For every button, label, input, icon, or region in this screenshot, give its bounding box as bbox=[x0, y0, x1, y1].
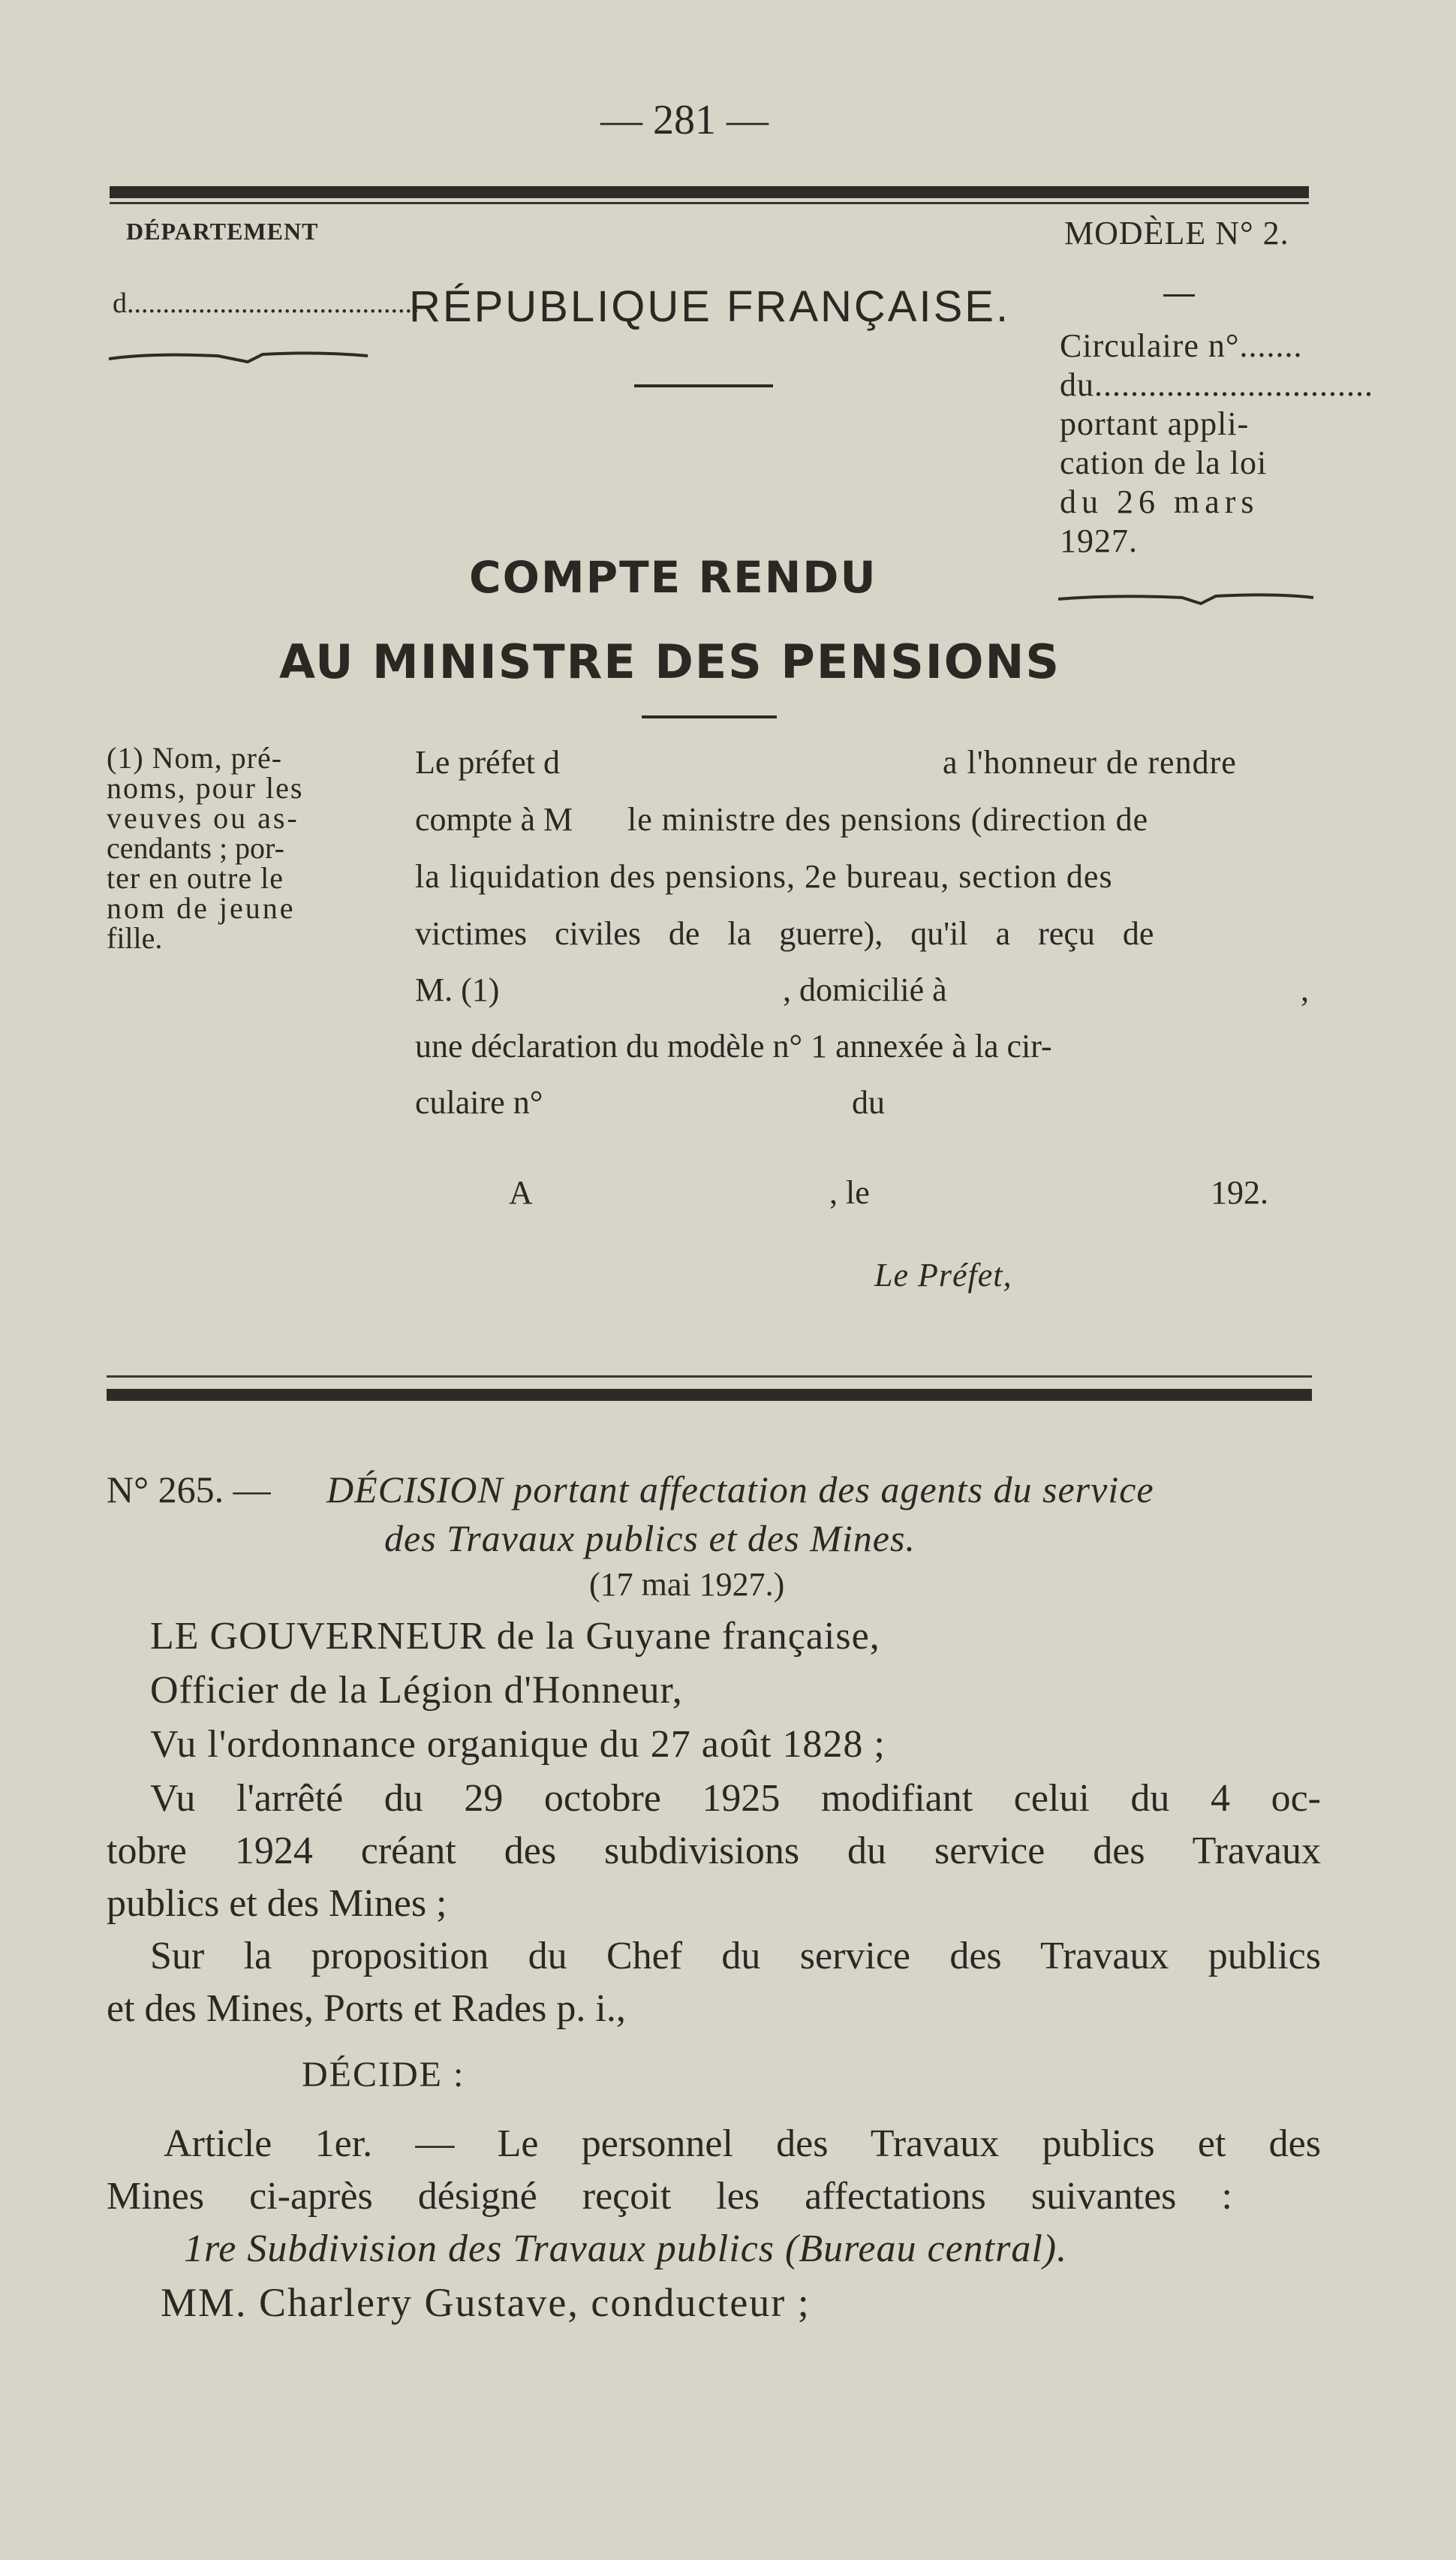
circulaire-line: du............................... bbox=[1060, 366, 1373, 403]
departement-line: d......................................... bbox=[113, 288, 420, 319]
republique-title: RÉPUBLIQUE FRANÇAISE. bbox=[409, 282, 1011, 331]
sur-proposition-line-1: Sur la proposition du Chef du service des Travaux publics bbox=[150, 1935, 1321, 1977]
page-number: — 281 — bbox=[600, 97, 769, 143]
modele-label: MODÈLE N° 2. bbox=[1064, 215, 1289, 251]
republique-underline bbox=[634, 384, 773, 387]
footnote-line: noms, pour les bbox=[107, 771, 304, 805]
footnote-line: ter en outre le bbox=[107, 861, 284, 895]
footnote-line: cendants ; por- bbox=[107, 831, 284, 865]
departement-label: DÉPARTEMENT bbox=[126, 218, 319, 245]
vu-arrete-line-3: publics et des Mines ; bbox=[107, 1882, 447, 1925]
circulaire-line: Circulaire n°....... bbox=[1060, 327, 1303, 364]
footnote-line: veuves ou as- bbox=[107, 801, 299, 835]
decide: DÉCIDE : bbox=[302, 2055, 465, 2095]
circulaire-flourish bbox=[1054, 587, 1317, 610]
body-fragment: a l'honneur de rendre bbox=[943, 744, 1237, 781]
body-fragment: culaire n° bbox=[415, 1084, 543, 1121]
body-fragment: , domicilié à bbox=[783, 971, 947, 1008]
title-underline bbox=[642, 715, 777, 718]
officier: Officier de la Légion d'Honneur, bbox=[150, 1669, 683, 1712]
decision-title-2: des Travaux publics et des Mines. bbox=[384, 1517, 916, 1559]
body-fragment: M. (1) bbox=[415, 971, 500, 1008]
departement-flourish bbox=[105, 345, 375, 368]
title-compte-rendu: COMPTE RENDU bbox=[469, 552, 877, 603]
circulaire-block bbox=[1060, 327, 1373, 561]
vu-arrete-line-1: Vu l'arrêté du 29 octobre 1925 modifiant celui du 4 oc- bbox=[150, 1777, 1321, 1820]
title-ministre: AU MINISTRE DES PENSIONS bbox=[279, 634, 1061, 689]
decision-title: DÉCISION portant affectation des agents du service bbox=[326, 1468, 1154, 1510]
top-rule-thick bbox=[110, 186, 1309, 198]
body-fragment: Le préfet d bbox=[415, 744, 560, 781]
vu-arrete-line-2: tobre 1924 créant des subdivisions du service des Travaux bbox=[107, 1830, 1321, 1872]
circulaire-line: cation de la loi bbox=[1060, 444, 1268, 481]
date-le: , le bbox=[829, 1174, 870, 1211]
subdivision-heading: 1re Subdivision des Travaux publics (Bureau central). bbox=[184, 2227, 1068, 2270]
mid-rule-thin bbox=[107, 1375, 1312, 1378]
circulaire-line: 1927. bbox=[1060, 523, 1138, 559]
gouverneur: LE GOUVERNEUR de la Guyane française, bbox=[150, 1615, 880, 1658]
circulaire-line: du 26 mars bbox=[1060, 483, 1259, 520]
decision-date: (17 mai 1927.) bbox=[589, 1566, 785, 1603]
decision-number: N° 265. — bbox=[107, 1468, 271, 1510]
footnote-line: nom de jeune bbox=[107, 891, 296, 925]
modele-dash bbox=[1163, 294, 1195, 297]
date-a: A bbox=[509, 1174, 533, 1211]
footnote bbox=[107, 743, 303, 953]
date-year: 192. bbox=[1211, 1174, 1268, 1211]
footnote-line: (1) Nom, pré- bbox=[107, 741, 283, 775]
top-rule-thin bbox=[110, 202, 1309, 204]
mid-rule-thick bbox=[107, 1389, 1312, 1401]
circulaire-line: portant appli- bbox=[1060, 405, 1250, 442]
body-fragment: une déclaration du modèle n° 1 annexée à la cir- bbox=[415, 1028, 1052, 1065]
body-fragment: la liquidation des pensions, 2e bureau, section des bbox=[415, 858, 1113, 895]
body-fragment: du bbox=[852, 1084, 885, 1121]
article-line-2: Mines ci-après désigné reçoit les affectations suivantes : bbox=[107, 2175, 1232, 2218]
sur-proposition-line-2: et des Mines, Ports et Rades p. i., bbox=[107, 1987, 626, 2030]
personnel-line: MM. Charlery Gustave, conducteur ; bbox=[161, 2280, 811, 2325]
vu-ordonnance: Vu l'ordonnance organique du 27 août 1828 ; bbox=[150, 1723, 886, 1766]
body-fragment: le ministre des pensions (direction de bbox=[627, 801, 1149, 838]
article-line-1: Article 1er. — Le personnel des Travaux publics et des bbox=[164, 2122, 1321, 2165]
footnote-line: fille. bbox=[107, 921, 163, 955]
body-fragment: compte à M bbox=[415, 801, 573, 838]
body-fragment: , bbox=[1301, 971, 1309, 1008]
body-fragment: victimes civiles de la guerre), qu'il a reçu de bbox=[415, 915, 1154, 952]
signature: Le Préfet, bbox=[874, 1257, 1012, 1294]
